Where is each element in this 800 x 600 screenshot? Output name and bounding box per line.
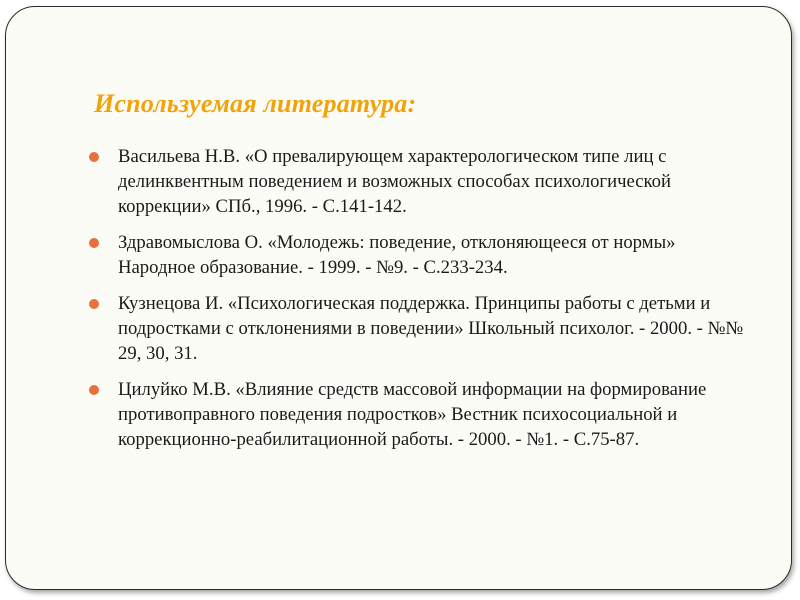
reference-item: [86, 144, 751, 219]
circle-bullet-icon: [89, 152, 99, 162]
references-list: [86, 144, 751, 463]
reference-text: Кузнецова И. «Психологическая поддержка. Принципы работы с детьми и подростками с отклонениями в поведении» Школьный психолог. - 2000. - №№ 29, 30, 31.: [118, 293, 744, 364]
reference-item: [86, 291, 751, 366]
slide-card: [5, 6, 792, 590]
circle-bullet-icon: [89, 299, 99, 309]
reference-text: Васильева Н.В. «О превалирующем характерологическом типе лиц с делинквентным поведением и возможных способах психологической коррекции» СПб., 1996. - С.141-142.: [118, 146, 672, 217]
circle-bullet-icon: [89, 238, 99, 248]
reference-item: [86, 230, 751, 280]
reference-text: Здравомыслова О. «Молодежь: поведение, отклоняющееся от нормы» Народное образование. - 1999. - №9. - С.233-234.: [118, 232, 676, 278]
reference-item: [86, 377, 751, 452]
reference-text: Цилуйко М.В. «Влияние средств массовой информации на формирование противоправного поведения подростков» Вестник психосоциальной и коррекционно-реабилитационной работы. - 2000. - №1. - С.75-87.: [118, 379, 707, 450]
slide-title: Используемая литература:: [94, 89, 417, 118]
circle-bullet-icon: [89, 385, 99, 395]
